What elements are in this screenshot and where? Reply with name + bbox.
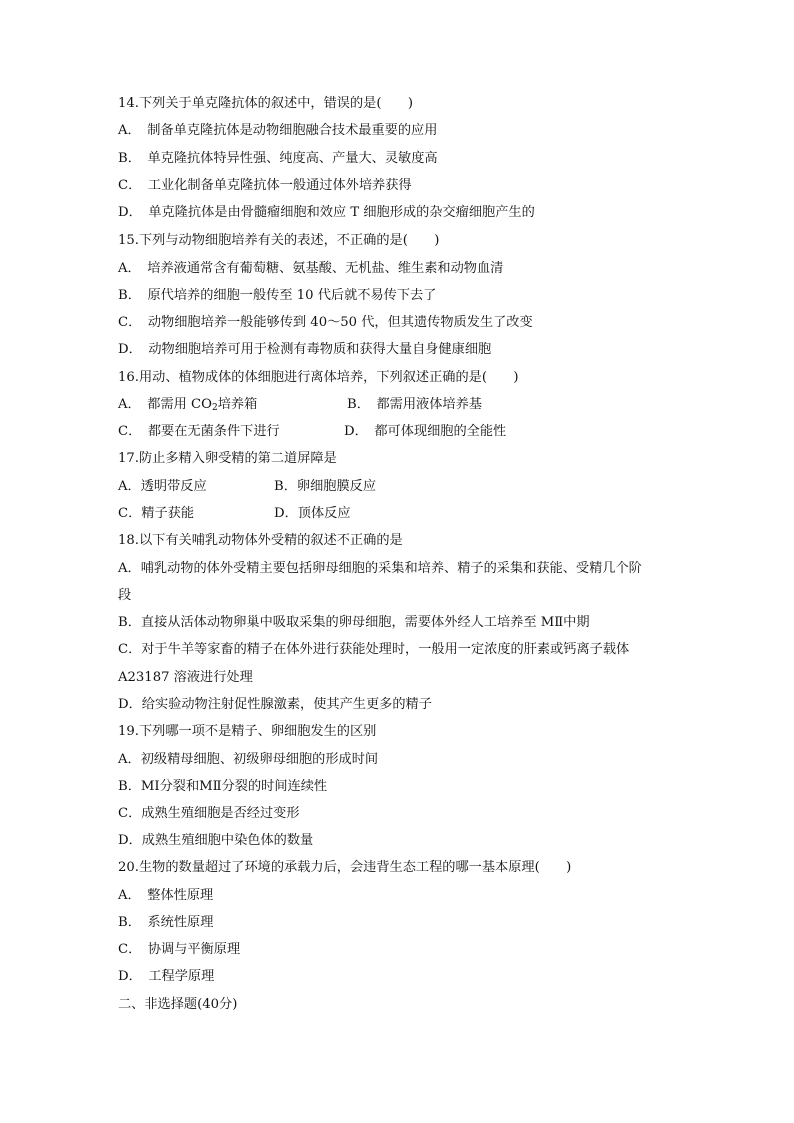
question-17-option-b: B．卵细胞膜反应 [274,479,377,494]
question-18-option-c-cont: A23187 溶液进行处理 [118,670,253,685]
question-19-stem: 19.下列哪一项不是精子、卵细胞发生的区别 [118,724,377,739]
question-17-option-a: A．透明带反应 [118,479,207,494]
question-15-option-c: C． 动物细胞培养一般能够传到 40～50 代，但其遗传物质发生了改变 [118,315,533,330]
question-15-stem: 15.下列与动物细胞培养有关的表述，不正确的是( ) [118,233,440,248]
question-17-option-c: C．精子获能 [118,506,195,521]
question-18-option-b: B．直接从活体动物卵巢中吸取采集的卵母细胞，需要体外经人工培养至 MⅡ中期 [118,615,590,630]
question-19-option-a: A．初级精母细胞、初级卵母细胞的形成时间 [118,752,379,767]
question-16-row-ab [118,396,718,414]
question-17-option-d: D．顶体反应 [274,506,351,521]
question-19-option-d: D．成熟生殖细胞中染色体的数量 [118,833,314,848]
question-17-stem: 17.防止多精入卵受精的第二道屏障是 [118,451,337,466]
question-20-option-c: C． 协调与平衡原理 [118,942,241,957]
question-16-option-d: D． 都可体现细胞的全能性 [344,424,507,439]
question-18-stem: 18.以下有关哺乳动物体外受精的叙述不正确的是 [118,533,403,548]
question-15-option-b: B． 原代培养的细胞一般传至 10 代后就不易传下去了 [118,288,437,303]
question-14-option-b: B． 单克隆抗体特异性强、纯度高、产量大、灵敏度高 [118,151,438,166]
question-16-stem: 16.用动、植物成体的体细胞进行离体培养，下列叙述正确的是( ) [118,370,519,385]
question-19-option-c: C．成熟生殖细胞是否经过变形 [118,806,300,821]
question-14-stem: 14.下列关于单克隆抗体的叙述中，错误的是( ) [118,96,414,111]
question-16-row-cd [118,423,718,441]
question-16-option-a [118,396,257,414]
question-18-option-a-cont: 段 [118,588,132,603]
question-14-option-d: D． 单克隆抗体是由骨髓瘤细胞和效应 T 细胞形成的杂交瘤细胞产生的 [118,205,535,220]
question-14-option-c: C． 工业化制备单克隆抗体一般通过体外培养获得 [118,178,412,193]
question-18-option-c: C．对于牛羊等家畜的精子在体外进行获能处理时，一般用一定浓度的肝素或钙离子载体 [118,642,630,657]
question-20-option-d: D． 工程学原理 [118,969,215,984]
question-20-option-a: A． 整体性原理 [118,888,214,903]
question-17-row-ab [118,478,718,496]
question-17-row-cd [118,505,718,523]
question-20-option-b: B． 系统性原理 [118,915,214,930]
section-heading-non-choice: 二、非选择题(40分) [118,997,238,1012]
question-16-option-a-text: A． 都需用 CO [118,397,212,412]
question-15-option-a: A． 培养液通常含有葡萄糖、氨基酸、无机盐、维生素和动物血清 [118,261,504,276]
question-16-option-a-suffix: 培养箱 [217,397,258,412]
question-18-option-d: D．给实验动物注射促性腺激素，使其产生更多的精子 [118,697,432,712]
subscript-2: 2 [211,403,218,413]
question-19-option-b: B．MⅠ分裂和MⅡ分裂的时间连续性 [118,779,328,794]
question-15-option-d: D． 动物细胞培养可用于检测有毒物质和获得大量自身健康细胞 [118,342,492,357]
question-20-stem: 20.生物的数量超过了环境的承载力后，会违背生态工程的哪一基本原理( ) [118,860,572,875]
question-14-option-a: A． 制备单克隆抗体是动物细胞融合技术最重要的应用 [118,123,438,138]
question-16-option-b: B． 都需用液体培养基 [347,397,482,412]
question-16-option-c: C． 都要在无菌条件下进行 [118,424,280,439]
question-18-option-a: A．哺乳动物的体外受精主要包括卵母细胞的采集和培养、精子的采集和获能、受精几个阶 [118,561,642,576]
